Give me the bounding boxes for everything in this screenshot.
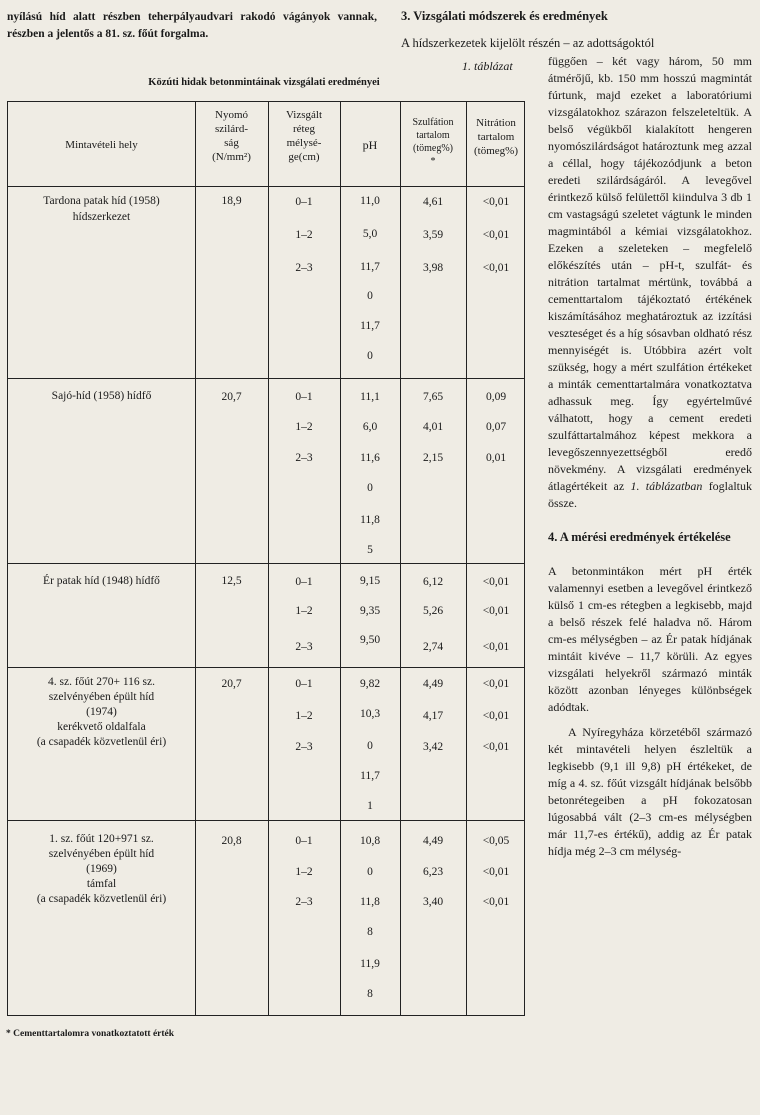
cell-nitrate: <0,01: [482, 576, 510, 588]
header-place: Mintavételi hely: [65, 139, 138, 151]
row-divider: [8, 378, 524, 379]
cell-sulfate: 2,15: [422, 452, 444, 464]
cell-sulfate: 3,40: [422, 896, 444, 908]
cell-ph: 9,15: [359, 575, 381, 587]
row-divider: [8, 667, 524, 668]
continuation-text: nyílású híd alatt részben teherpályaudvari rakodó vágányok vannak, részben a jelentős a 81. sz. főút forgalma.: [7, 11, 377, 40]
cell-depth: 1–2: [295, 605, 313, 617]
cell-nitrate: <0,01: [482, 741, 510, 753]
cell-depth: 2–3: [295, 741, 313, 753]
cell-nitrate: 0,01: [485, 452, 507, 464]
cell-ph: 9,35: [359, 605, 381, 617]
header-strength: Nyomó szilárd- ság (N/mm²): [212, 109, 251, 163]
cell-ph: 0: [367, 350, 373, 362]
cell-nitrate: <0,01: [482, 678, 510, 690]
table-reference: 1. táblázatban: [630, 479, 703, 493]
cell-strength: 20,7: [221, 391, 242, 403]
cell-depth: 0–1: [295, 835, 313, 847]
cell-nitrate: 0,07: [485, 421, 507, 433]
cell-nitrate: <0,01: [482, 896, 510, 908]
cell-depth: 0–1: [295, 391, 313, 403]
cell-sulfate: 3,42: [422, 741, 444, 753]
cell-ph: 11,8: [360, 514, 380, 526]
cell-nitrate: <0,01: [482, 262, 510, 274]
cell-ph: 0: [367, 290, 373, 302]
cell-ph: 0: [367, 482, 373, 494]
cell-ph: 5,0: [362, 228, 378, 240]
paragraph: A betonmintákon mért pH érték valamennyi esetben a levegővel érintkező külső 1 cm-es rétegben a legkisebb, majd a belső részek felé haladva nő. Három cm-es mélységben – az Ér patak hídjának mintáit kivéve – 11,7 körüli. Az egyes vizsgálati helyekről származó minták között azonban lényeges különbségek adódtak.: [548, 564, 752, 714]
cell-ph: 6,0: [362, 421, 378, 433]
cell-ph: 11,9: [360, 958, 380, 970]
cell-ph: 8: [367, 988, 373, 1000]
cell-ph: 10,8: [359, 835, 381, 847]
table-row-place: Ér patak híd (1948) hídfő: [43, 575, 160, 587]
results-table: [7, 101, 525, 1016]
header-depth: Vizsgált réteg mélysé- ge(cm): [286, 109, 322, 163]
cell-depth: 0–1: [295, 196, 313, 208]
section-4-title: 4. A mérési eredmények értékelése: [548, 530, 731, 544]
cell-strength: 12,5: [221, 575, 242, 587]
cell-ph: 11,7: [360, 261, 380, 273]
table-footnote: * Cementtartalomra vonatkoztatott érték: [6, 1029, 175, 1039]
cell-sulfate: 3,59: [422, 229, 444, 241]
cell-nitrate: <0,01: [482, 229, 510, 241]
cell-ph: 10,3: [359, 708, 381, 720]
cell-ph: 11,1: [360, 391, 380, 403]
table-row-place: Sajó-híd (1958) hídfő: [51, 390, 152, 402]
header-sulfate: Szulfátion tartalom (tömeg%) *: [412, 117, 454, 167]
cell-depth: 2–3: [295, 452, 313, 464]
cell-strength: 20,8: [221, 835, 242, 847]
cell-sulfate: 4,49: [422, 835, 444, 847]
cell-sulfate: 2,74: [422, 641, 444, 653]
cell-depth: 1–2: [295, 866, 313, 878]
cell-ph: 9,50: [359, 634, 381, 646]
cell-depth: 0–1: [295, 678, 313, 690]
section-3-title: 3. Vizsgálati módszerek és eredmények: [401, 9, 608, 23]
table-row-place: 4. sz. főút 270+ 116 sz. szelvényében épült híd (1974) kerékvető oldalfala (a csapadék közvetlenül éri): [36, 676, 167, 748]
cell-strength: 18,9: [221, 195, 242, 207]
cell-depth: 1–2: [295, 229, 313, 241]
paragraph: függően – két vagy három, 50 mm átmérőjű, kb. 150 mm hosszú magmintát fúrtunk, majd ezeket a laboratóriumi vizsgálatokhoz szárazon felszeleteltük. A belső végükből kialakított hengeren nyomószilárdságot határoztunk meg azzal a céllal, hogy tájékozódjunk a beton eredeti szilárdságáról. A levegővel érintkező külső felülettől kiindulva 3 db 1 cm vastagságú szeletet vágtunk le minden magmintából a kémiai vizsgálatokhoz. Ezeken a szeleteken – megfelelő előkészítés után – pH-t, szulfát- és nitrátion tartalmat mértünk, továbbá a cementtartalom tájékoztató értékének kiszámításához meghatároztuk az izzítási veszteséget és a híg sósavban oldható rész mennyiségét is. Utóbbira azért volt szükség, hogy a mért szulfátion értékeket a minták cementtartalmára vonatkoztatva adhassuk meg. Így egyértelművé válhatott, hogy a cement eredeti szulfáttartalmához képest mekkora a levegőszennyezettségből eredő növekmény. A vizsgálati eredmények átlagértékeit az 1. táblázatban foglaltuk össze.: [548, 54, 753, 510]
cell-sulfate: 3,98: [422, 262, 444, 274]
cell-depth: 1–2: [295, 710, 313, 722]
cell-nitrate: <0,01: [482, 866, 510, 878]
cell-sulfate: 6,12: [422, 576, 444, 588]
row-divider: [8, 563, 524, 564]
cell-depth: 0–1: [295, 576, 313, 588]
paragraph: A Nyíregyháza körzetéből származó két mintavételi helyen észleltük a legkisebb (9,1 ill 9,8) pH értékeket, de míg a 4. sz. főút vizsgált hídjának belsőbb betonrétegeiben a pH fokozatosan lúgosabbá vált (2–3 cm-es mélységben már 11,7-es értékű), addig az Ér patak hídja még 2–3 cm mélység-: [548, 725, 752, 858]
cell-ph: 5: [367, 544, 373, 556]
cell-nitrate: <0,01: [482, 710, 510, 722]
cell-nitrate: <0,01: [482, 641, 510, 653]
table-label: 1. táblázat: [462, 59, 513, 73]
cell-sulfate: 4,49: [422, 678, 444, 690]
cell-ph: 1: [367, 800, 373, 812]
cell-depth: 2–3: [295, 896, 313, 908]
cell-ph: 8: [367, 926, 373, 938]
header-ph: pH: [362, 138, 378, 152]
row-divider: [8, 820, 524, 821]
cell-ph: 9,82: [359, 678, 381, 690]
table-caption: Közúti hidak betonmintáinak vizsgálati eredményei: [148, 77, 380, 88]
cell-depth: 1–2: [295, 421, 313, 433]
table-row-place: 1. sz. főút 120+971 sz. szelvényében épült híd (1969) támfal (a csapadék közvetlenül éri): [36, 833, 167, 905]
cell-sulfate: 7,65: [422, 391, 444, 403]
header-nitrate: Nitrátion tartalom (tömeg%): [474, 117, 518, 157]
cell-nitrate: <0,01: [482, 196, 510, 208]
cell-ph: 0: [367, 866, 373, 878]
cell-ph: 11,7: [360, 320, 380, 332]
cell-depth: 2–3: [295, 641, 313, 653]
cell-sulfate: 4,01: [422, 421, 444, 433]
table-row-place: Tardona patak híd (1958) hídszerkezet: [43, 195, 160, 223]
cell-sulfate: 4,61: [422, 196, 444, 208]
cell-strength: 20,7: [221, 678, 242, 690]
cell-ph: 11,8: [360, 896, 380, 908]
cell-ph: 11,6: [360, 452, 380, 464]
cell-depth: 2–3: [295, 262, 313, 274]
cell-sulfate: 4,17: [422, 710, 444, 722]
row-divider: [8, 186, 524, 187]
col-divider: [195, 102, 196, 1015]
cell-sulfate: 5,26: [422, 605, 444, 617]
cell-ph: 0: [367, 740, 373, 752]
cell-nitrate: 0,09: [485, 391, 507, 403]
cell-ph: 11,7: [360, 770, 380, 782]
section-3-intro: A hídszerkezetek kijelölt részén – az adottságoktól: [401, 36, 655, 50]
cell-sulfate: 6,23: [422, 866, 444, 878]
cell-nitrate: <0,01: [482, 605, 510, 617]
cell-ph: 11,0: [360, 195, 380, 207]
cell-nitrate: <0,05: [482, 835, 510, 847]
right-column: [548, 53, 752, 860]
